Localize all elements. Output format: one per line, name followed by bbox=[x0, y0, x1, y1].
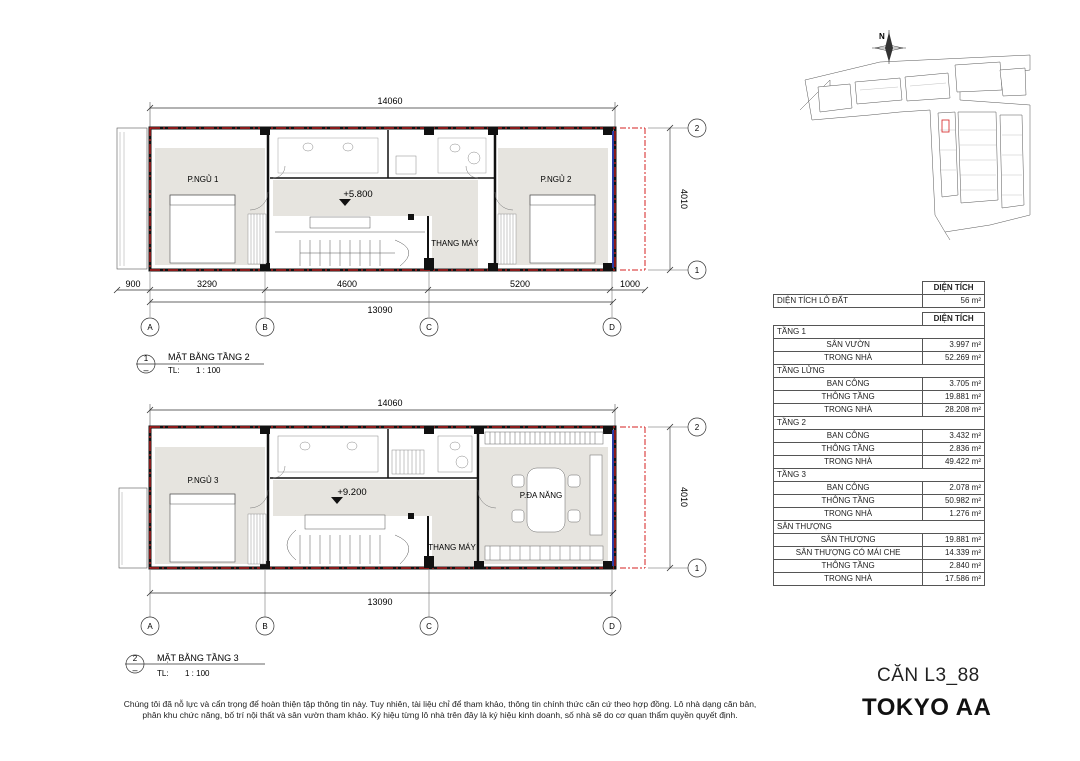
lot-area-value: 56 m² bbox=[923, 295, 985, 308]
floor3-grid-col-a: A bbox=[147, 622, 153, 631]
floor2-room-elevator: THANG MÁY bbox=[431, 239, 479, 248]
lot-area-table bbox=[773, 281, 985, 308]
floor-section-name: TẦNG 3 bbox=[774, 469, 985, 482]
floor-area-label: TRONG NHÀ bbox=[774, 573, 923, 586]
unit-code: CĂN L3_88 bbox=[877, 665, 980, 686]
floor-area-value: 1.276 m² bbox=[923, 508, 985, 521]
floor2-seg-3: 4600 bbox=[336, 279, 358, 289]
floor-section-row bbox=[774, 365, 985, 378]
floor2-seg-5: 1000 bbox=[619, 279, 641, 289]
floor3-grid-col-d: D bbox=[609, 622, 615, 631]
floor2-grid-col-c: C bbox=[426, 323, 432, 332]
floor-area-label: SÂN VƯỜN bbox=[774, 339, 923, 352]
floor-area-table bbox=[773, 312, 985, 586]
floor2-dim-overall: 13090 bbox=[367, 305, 393, 315]
floor2-caption-scale: 1 : 100 bbox=[196, 366, 221, 375]
floor3-caption-number: 2 bbox=[132, 654, 138, 663]
floor-area-row bbox=[774, 482, 985, 495]
floor3-dim-depth: 4010 bbox=[679, 486, 689, 508]
floor-area-row bbox=[774, 443, 985, 456]
floor-3-plan bbox=[119, 398, 706, 678]
floor2-caption-title: MẶT BẰNG TẦNG 2 bbox=[168, 352, 250, 362]
floor-area-value: 52.269 m² bbox=[923, 352, 985, 365]
floor2-seg-4: 5200 bbox=[509, 279, 531, 289]
floor2-grid-col-d: D bbox=[609, 323, 615, 332]
floor3-room-bedroom-3: P.NGỦ 3 bbox=[187, 476, 219, 485]
floor-section-name: TẦNG LỬNG bbox=[774, 365, 985, 378]
floor3-level: +9.200 bbox=[337, 487, 367, 498]
floor-area-label: THÔNG TẦNG bbox=[774, 495, 923, 508]
floor2-grid-row-1: 1 bbox=[694, 266, 700, 275]
floor-area-label: BAN CÔNG bbox=[774, 482, 923, 495]
floor3-grid-row-1: 1 bbox=[694, 564, 700, 573]
floor3-dim-total: 14060 bbox=[377, 398, 403, 408]
disclaimer-line-2: phân khu chức năng, bố trí nội thất và sân vườn tham khảo. Ký hiệu từng lô nhà trên đây là ký hiệu kinh doanh, số nhà sẽ do cơ quan thẩm quyền quyết định. bbox=[142, 710, 738, 720]
floor3-caption-title: MẶT BẰNG TẦNG 3 bbox=[157, 653, 239, 663]
floor-area-value: 3.997 m² bbox=[923, 339, 985, 352]
floor-area-row bbox=[774, 378, 985, 391]
floor-area-label: BAN CÔNG bbox=[774, 430, 923, 443]
north-label: N bbox=[879, 32, 885, 41]
floor-area-row bbox=[774, 495, 985, 508]
floor-area-value: 2.078 m² bbox=[923, 482, 985, 495]
floor2-caption-number: 1 bbox=[143, 354, 149, 363]
floor-area-row bbox=[774, 404, 985, 417]
floor-area-value: 3.432 m² bbox=[923, 430, 985, 443]
floor-area-label: TRONG NHÀ bbox=[774, 456, 923, 469]
floor3-caption-scale-label: TL: bbox=[157, 669, 169, 678]
floor2-room-bedroom-2: P.NGỦ 2 bbox=[540, 175, 572, 184]
floor2-dim-total: 14060 bbox=[377, 96, 403, 106]
floor-area-value: 28.208 m² bbox=[923, 404, 985, 417]
floor3-grid-col-b: B bbox=[262, 622, 268, 631]
floor2-level: +5.800 bbox=[343, 189, 373, 200]
floor2-grid-col-a: A bbox=[147, 323, 153, 332]
floor-area-row bbox=[774, 391, 985, 404]
floor-area-label: THÔNG TẦNG bbox=[774, 391, 923, 404]
floor-section-row bbox=[774, 326, 985, 339]
floor-area-row bbox=[774, 352, 985, 365]
floor-area-row bbox=[774, 534, 985, 547]
floor3-grid-col-c: C bbox=[426, 622, 432, 631]
floor3-caption-scale: 1 : 100 bbox=[185, 669, 210, 678]
floor3-room-multi-purpose: P.ĐA NĂNG bbox=[519, 491, 563, 500]
floor-area-row bbox=[774, 560, 985, 573]
floor-area-label: THÔNG TẦNG bbox=[774, 443, 923, 456]
floor2-caption-scale-label: TL: bbox=[168, 366, 180, 375]
floor-area-row bbox=[774, 573, 985, 586]
floor-area-value: 50.982 m² bbox=[923, 495, 985, 508]
floor-area-value: 17.586 m² bbox=[923, 573, 985, 586]
floor-area-value: 2.840 m² bbox=[923, 560, 985, 573]
floor-area-header-row bbox=[774, 313, 985, 326]
floor-area-value: 19.881 m² bbox=[923, 391, 985, 404]
floor-area-header: DIỆN TÍCH bbox=[923, 313, 985, 326]
floor3-room-elevator: THANG MÁY bbox=[428, 543, 476, 552]
svg-text:–: – bbox=[143, 365, 149, 375]
floor-section-name: TẦNG 2 bbox=[774, 417, 985, 430]
floor-area-label: BAN CÔNG bbox=[774, 378, 923, 391]
floor2-seg-1: 900 bbox=[125, 279, 141, 289]
floor-area-value: 49.422 m² bbox=[923, 456, 985, 469]
floor-section-row bbox=[774, 521, 985, 534]
floor-area-label: TRONG NHÀ bbox=[774, 508, 923, 521]
floor2-grid-col-b: B bbox=[262, 323, 268, 332]
svg-text:–: – bbox=[132, 665, 138, 675]
floor-area-row bbox=[774, 508, 985, 521]
floor-section-row bbox=[774, 469, 985, 482]
disclaimer-note bbox=[40, 699, 840, 721]
floor2-dim-depth: 4010 bbox=[679, 188, 689, 210]
floor-area-row bbox=[774, 547, 985, 560]
floor-area-label: TRONG NHÀ bbox=[774, 352, 923, 365]
floor-area-label: TRONG NHÀ bbox=[774, 404, 923, 417]
lot-area-label: DIỆN TÍCH LÔ ĐẤT bbox=[774, 295, 923, 308]
site-key-map bbox=[800, 30, 1030, 240]
floor-section-name: SÂN THƯỢNG bbox=[774, 521, 985, 534]
floor-area-label: SÂN THƯỢNG bbox=[774, 534, 923, 547]
floor-area-value: 14.339 m² bbox=[923, 547, 985, 560]
floor2-seg-2: 3290 bbox=[196, 279, 218, 289]
floor-2-plan bbox=[114, 96, 706, 375]
floor2-grid-row-2: 2 bbox=[694, 124, 700, 133]
floor-area-row bbox=[774, 339, 985, 352]
floor2-room-bedroom-1: P.NGỦ 1 bbox=[187, 175, 219, 184]
floor-area-value: 19.881 m² bbox=[923, 534, 985, 547]
floor-area-value: 3.705 m² bbox=[923, 378, 985, 391]
north-arrow-icon bbox=[872, 30, 906, 64]
floor-area-label: SÂN THƯỢNG CÓ MÁI CHE bbox=[774, 547, 923, 560]
floor-area-label: THÔNG TẦNG bbox=[774, 560, 923, 573]
lot-area-header: DIỆN TÍCH bbox=[923, 282, 985, 295]
floor3-dim-overall: 13090 bbox=[367, 597, 393, 607]
floor-area-row bbox=[774, 456, 985, 469]
floor-area-row bbox=[774, 430, 985, 443]
floor-section-name: TẦNG 1 bbox=[774, 326, 985, 339]
floor3-grid-row-2: 2 bbox=[694, 423, 700, 432]
floor-area-value: 2.836 m² bbox=[923, 443, 985, 456]
project-name: TOKYO AA bbox=[862, 694, 992, 721]
disclaimer-line-1: Chúng tôi đã nỗ lực và cẩn trọng để hoàn thiện tập thông tin này. Tuy nhiên, tài liệu chỉ để tham khảo, thông tin chính thức căn cứ theo hợp đồng. Lô nhà dạng căn bản, bbox=[123, 699, 757, 709]
floor-section-row bbox=[774, 417, 985, 430]
